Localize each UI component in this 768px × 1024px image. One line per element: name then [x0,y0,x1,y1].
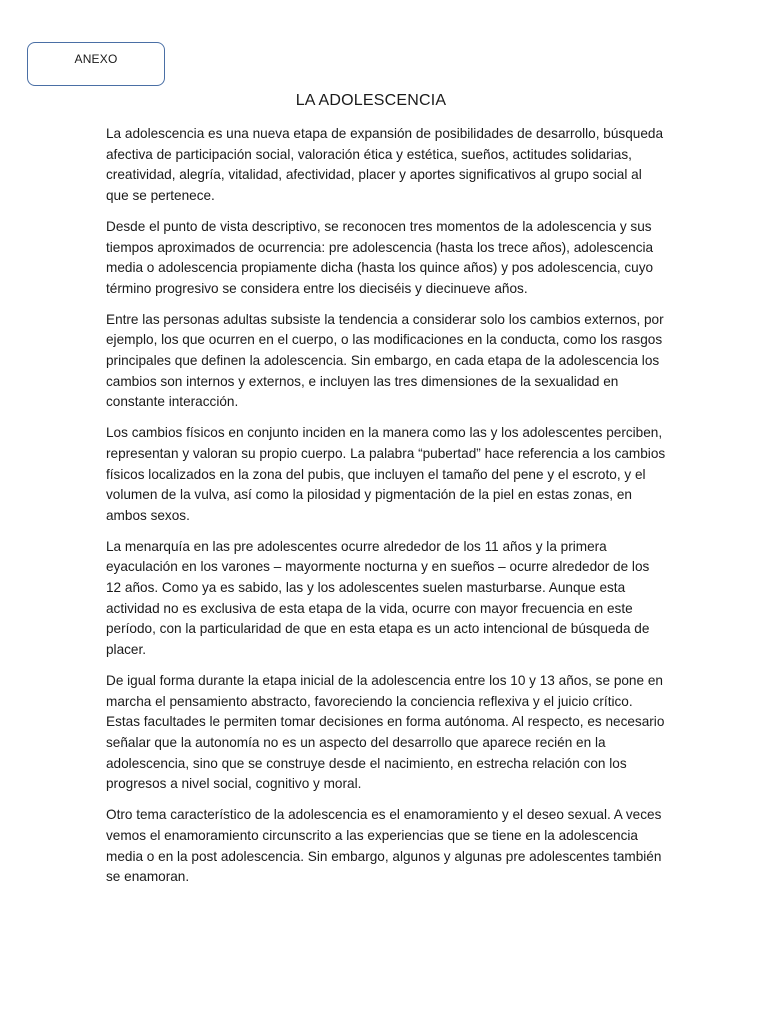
annex-label: ANEXO [74,52,118,66]
annex-label-box [27,42,165,86]
page-title: LA ADOLESCENCIA [295,92,447,109]
paragraph: La menarquía en las pre adolescentes ocurre alrededor de los 11 años y la primera eyaculación en los varones – mayormente nocturna y en sueños – ocurre alrededor de los 12 años. Como ya es sabido, las y los adolescentes suelen masturbarse. Aunque esta actividad no es exclusiva de esta etapa de la vida, ocurre con mayor frecuencia en este período, con la particularidad de que en esta etapa es un acto intencional de búsqueda de placer. [106,538,650,658]
paragraph: Otro tema característico de la adolescencia es el enamoramiento y el deseo sexual. A veces vemos el enamoramiento circunscrito a las experiencias que se tiene en la adolescencia media o en la post adolescencia. Sin embargo, algunos y algunas pre adolescentes también se enamoran. [106,807,662,885]
paragraph: Entre las personas adultas subsiste la tendencia a considerar solo los cambios externos, por ejemplo, los que ocurren en el cuerpo, o las modificaciones en la conducta, como los rasgos principales que definen la adolescencia. Sin embargo, en cada etapa de la adolescencia los cambios son internos y externos, e incluyen las tres dimensiones de la sexualidad en constante interacción. [106,311,664,410]
paragraph: Desde el punto de vista descriptivo, se reconocen tres momentos de la adolescencia y sus tiempos aproximados de ocurrencia: pre adolescencia (hasta los trece años), adolescencia media o adolescencia propiamente dicha (hasta los quince años) y pos adolescencia, cuyo término progresivo se considera entre los dieciséis y diecinueve años. [106,218,654,296]
paragraph: De igual forma durante la etapa inicial de la adolescencia entre los 10 y 13 años, se pone en marcha el pensamiento abstracto, favoreciendo la conciencia reflexiva y el juicio crítico. Estas facultades le permiten tomar decisiones en forma autónoma. Al respecto, es necesario señalar que la autonomía no es un aspecto del desarrollo que aparece recién en la adolescencia, sino que se construye desde el nacimiento, en estrecha relación con los progresos a nivel social, cognitivo y moral. [106,672,665,792]
paragraph: Los cambios físicos en conjunto inciden en la manera como las y los adolescentes perciben, representan y valoran su propio cuerpo. La palabra “pubertad” hace referencia a los cambios físicos localizados en la zona del pubis, que incluyen el tamaño del pene y el escroto, y el volumen de la vulva, así como la pilosidad y pigmentación de la piel en estas zonas, en ambos sexos. [106,425,666,523]
document-body [106,124,666,898]
paragraph: La adolescencia es una nueva etapa de expansión de posibilidades de desarrollo, búsqueda afectiva de participación social, valoración ética y estética, sueños, actitudes solidarias, creatividad, alegría, vitalidad, afectividad, placer y aportes significativos al grupo social al que se pertenece. [106,126,664,204]
